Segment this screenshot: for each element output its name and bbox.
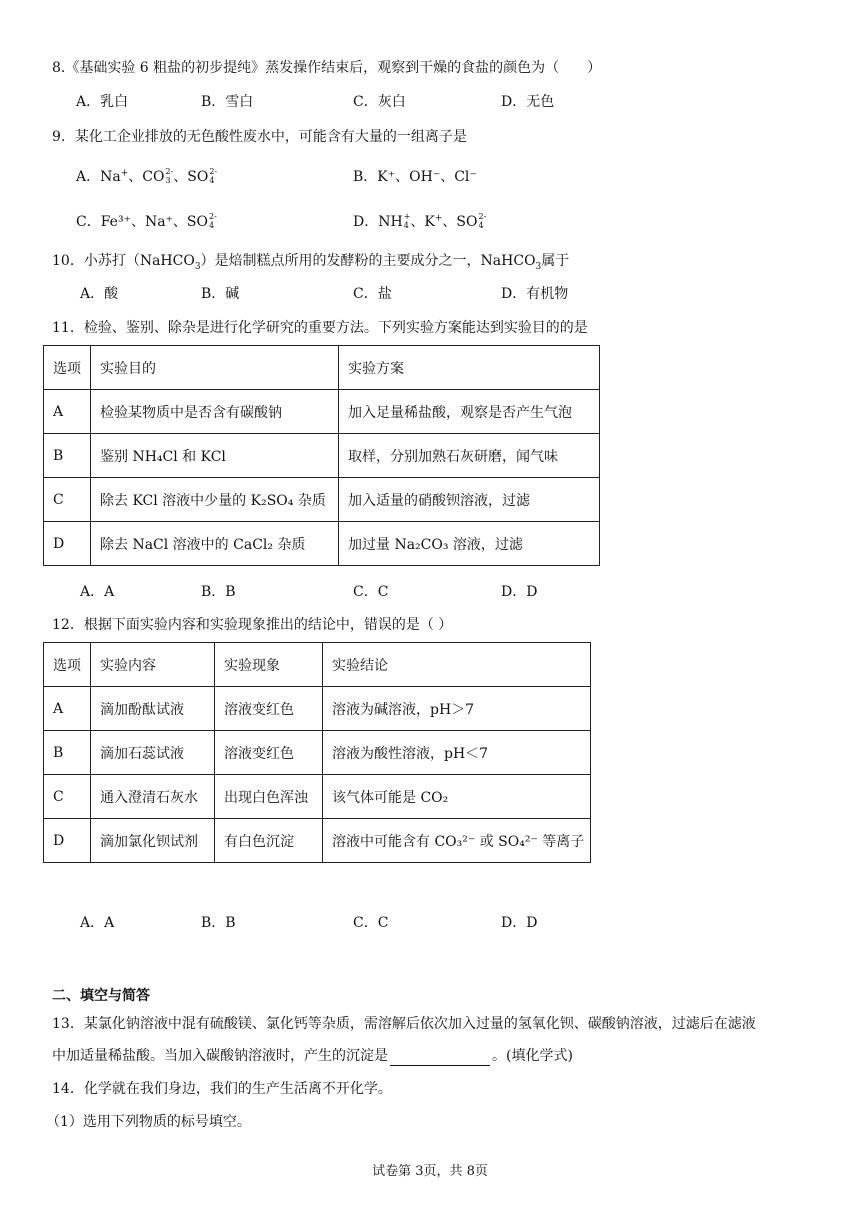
section-heading: 二、填空与简答 — [52, 988, 150, 1004]
page-footer: 试卷第 3页，共 8页 — [372, 1164, 488, 1179]
table-header-row — [44, 346, 600, 390]
q12-table — [43, 642, 591, 863]
q12-option-c: C．C — [353, 915, 389, 931]
q11-table — [43, 345, 600, 566]
q13-line1: 13．某氯化钠溶液中混有硫酸镁、氯化钙等杂质，需溶解后依次加入过量的氢氧化钡、碳酸钠溶液，过滤后在滤液 — [52, 1016, 756, 1032]
q9-stem: 9．某化工企业排放的无色酸性废水中，可能含有大量的一组离子是 — [52, 129, 467, 145]
table-row — [44, 390, 600, 434]
q8-option-d: D．无色 — [501, 94, 555, 110]
table-cell: 出现白色浑浊 — [215, 775, 323, 819]
table-cell: 溶液为碱溶液，pH＞7 — [323, 687, 591, 731]
table-cell: C — [44, 478, 91, 522]
table-row — [44, 775, 591, 819]
q14-sub1: （1）选用下列物质的标号填空。 — [46, 1114, 251, 1130]
table-row — [44, 522, 600, 566]
q9-option-a: A．Na+、CO 2- 3 、SO 2- 4 — [76, 167, 218, 185]
table-cell: 有白色沉淀 — [215, 819, 323, 863]
table-row — [44, 687, 591, 731]
table-header-cell: 实验内容 — [91, 643, 215, 687]
table-cell: B — [44, 731, 91, 775]
answer-blank[interactable] — [390, 1049, 490, 1066]
table-cell: 该气体可能是 CO₂ — [323, 775, 591, 819]
q11-option-d: D．D — [501, 584, 538, 600]
q12-option-b: B．B — [201, 915, 236, 931]
table-row — [44, 731, 591, 775]
table-cell: A — [44, 390, 91, 434]
table-cell: 检验某物质中是否含有碳酸钠 — [91, 390, 339, 434]
table-cell: 除去 NaCl 溶液中的 CaCl₂ 杂质 — [91, 522, 339, 566]
table-row — [44, 434, 600, 478]
table-header-cell: 实验结论 — [323, 643, 591, 687]
q11-option-b: B．B — [201, 584, 236, 600]
q11-option-a: A．A — [80, 584, 115, 600]
table-cell: C — [44, 775, 91, 819]
table-row — [44, 478, 600, 522]
table-header-cell: 实验目的 — [91, 346, 339, 390]
q10-stem: 10．小苏打（NaHCO$_3$）是焙制糕点所用的发酵粉的主要成分之一，NaHCO$_3$属于 — [52, 253, 570, 272]
table-cell: 除去 KCl 溶液中少量的 K₂SO₄ 杂质 — [91, 478, 339, 522]
table-cell: B — [44, 434, 91, 478]
q11-option-c: C．C — [353, 584, 389, 600]
table-cell: A — [44, 687, 91, 731]
q8-option-c: C．灰白 — [353, 94, 406, 110]
table-cell: 取样，分别加熟石灰研磨，闻气味 — [339, 434, 600, 478]
table-cell: 通入澄清石灰水 — [91, 775, 215, 819]
table-cell: 加过量 Na₂CO₃ 溶液，过滤 — [339, 522, 600, 566]
table-cell: 滴加氯化钡试剂 — [91, 819, 215, 863]
q8-stem: 8.《基础实验 6 粗盐的初步提纯》蒸发操作结束后，观察到干燥的食盐的颜色为（ ） — [52, 60, 602, 76]
table-cell: 加入适量的硝酸钡溶液，过滤 — [339, 478, 600, 522]
q10-option-c: C．盐 — [353, 286, 392, 302]
q8-option-a: A．乳白 — [76, 94, 129, 110]
table-cell: D — [44, 819, 91, 863]
table-cell: 溶液中可能含有 CO₃²⁻ 或 SO₄²⁻ 等离子 — [323, 819, 591, 863]
table-cell: 鉴别 NH₄Cl 和 KCl — [91, 434, 339, 478]
q12-stem: 12．根据下面实验内容和实验现象推出的结论中，错误的是（ ） — [52, 617, 453, 633]
table-row — [44, 819, 591, 863]
table-cell: D — [44, 522, 91, 566]
table-cell: 溶液变红色 — [215, 687, 323, 731]
q10-option-d: D．有机物 — [501, 286, 569, 302]
table-header-row — [44, 643, 591, 687]
table-cell: 滴加石蕊试液 — [91, 731, 215, 775]
q8-option-b: B．雪白 — [201, 94, 254, 110]
q13-line2: 中加适量稀盐酸。当加入碳酸钠溶液时，产生的沉淀是 。(填化学式) — [52, 1048, 573, 1064]
q14-stem: 14．化学就在我们身边，我们的生产生活离不开化学。 — [52, 1081, 392, 1097]
q12-option-a: A．A — [80, 915, 115, 931]
q11-stem: 11．检验、鉴别、除杂是进行化学研究的重要方法。下列实验方案能达到实验目的的是 — [52, 320, 588, 336]
q9-option-b: B．K⁺、OH⁻、Cl⁻ — [353, 169, 477, 185]
q9-option-d: D．NH + 4 、K+、SO 2- 4 — [353, 212, 487, 230]
q9-option-c: C．Fe³⁺、Na⁺、SO 2- 4 — [76, 212, 217, 230]
q10-option-a: A．酸 — [80, 286, 119, 302]
table-header-cell: 选项 — [44, 346, 91, 390]
table-header-cell: 实验方案 — [339, 346, 600, 390]
table-cell: 溶液变红色 — [215, 731, 323, 775]
table-cell: 滴加酚酞试液 — [91, 687, 215, 731]
table-cell: 加入足量稀盐酸，观察是否产生气泡 — [339, 390, 600, 434]
q12-option-d: D．D — [501, 915, 538, 931]
table-header-cell: 选项 — [44, 643, 91, 687]
table-header-cell: 实验现象 — [215, 643, 323, 687]
table-cell: 溶液为酸性溶液，pH＜7 — [323, 731, 591, 775]
q10-option-b: B．碱 — [201, 286, 240, 302]
